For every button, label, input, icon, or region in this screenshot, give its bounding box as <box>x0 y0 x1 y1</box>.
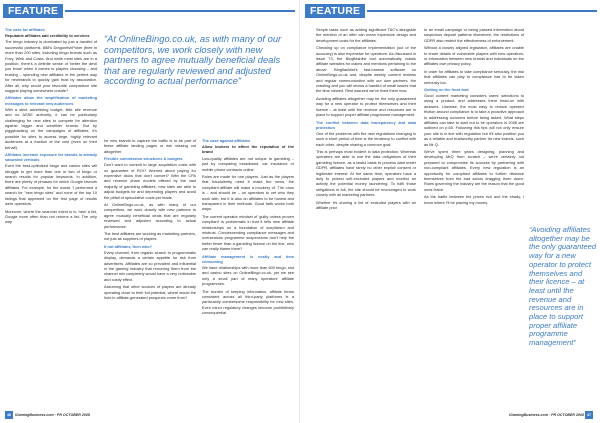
body-paragraph: We have relationships with more than 600 bingo, slot and casino sites on OnlineBingo.co.uk, yet we see only a small part of many operators' affiliate programmes. <box>202 264 294 287</box>
pull-quote: “At OnlineBingo.co.uk, as with many of our competitors, we work closely with new partners to agree mutually beneficial deals that are regularly reviewed and adjusted according to actual performance” <box>104 33 282 87</box>
footer-text: iGamingBusiness.com · PR OCTOBER 2008 <box>509 413 584 417</box>
subheading: Affiliates allow the amplification of marketing messages to relevant new audiences <box>5 95 97 106</box>
left-col-1 <box>5 27 97 405</box>
body-paragraph: With a strict advertising budget, little site revenue and no ASSE authority, it can be particularly challenging for new sites to compete for attention against bigger and wealthier brands. But by piggybacking on the campaigns of affiliates, it's possible for sites to access large, highly relevant audiences at a fraction of the cost (even on their behalf). <box>5 106 97 150</box>
body-paragraph: Assuming that other sources of players are already operating close to their full potential, where would the hole in affiliate-generated prospects come from? <box>104 284 196 300</box>
body-paragraph: Even the best-optimised bingo and casino sites will struggle to get more than one or two of bingo or search results for popular keywords. In addition, there are plenty of phrases for which Google favours affiliates. For example, for the words 'I performed a search for "new bingo sites" and none of the top 10 listings that appeared on the first page of results were operators. <box>5 163 97 207</box>
header-rule <box>367 10 597 12</box>
body-paragraph: for new brands to capture the traffic is to be part of these affiliate landing pages or risk missing out altogether. <box>104 138 196 154</box>
subheading: Affiliate management is costly and time consuming <box>202 253 294 265</box>
body-paragraph: Good content marketing considers users' selections to using a product, and addresses them head-on with answers. Likewise, the most easy to reduce operator friction around compliance is to take a proactive approach to addressing concerns before being asked. What steps affiliates can take to start out to be operators in 2008 are outlined on p.60. Following this tips will not only ensure your site is in line with regulation but it'll also position you as a reliable and trustworthy partner for new brands, such as Mr Q. <box>424 92 524 147</box>
body-paragraph: The best affiliates are working as marketing partners, not just as suppliers of players. <box>104 231 196 242</box>
body-paragraph: One of the problems with the new regulations changing is such a short period of time is the tendency to conflict with each other, despite sharing a common goal. <box>316 130 416 147</box>
left-col-3 <box>202 138 294 405</box>
body-paragraph: Checking up on compliance implementation (out of the accuracy) is also expensive for operators. As discussed in issue 73, the Bingflashlist tool automatically crawls affiliate websites for claims and mentions pertaining to the above. Bingflashlist's fast-browse software on OnlineBingo.co.uk and, despite weekly content reviews and regular communication with our own partners, the crawling and you will shows a handful of small issues that the time viewed. Rest assured we've fixed them now. <box>316 45 416 94</box>
lead-heading: Allow brokers to affect the reputation of the brand <box>202 143 294 155</box>
body-paragraph: The bingo industry is dominated by just a handful of successful platforms. 888's DragonfishPoker (their in more than 200 sites, including bingo brands such as Foxy, Wink and Costa. And while most sites are in a position, there's a definite sense of 'better the devil you know' when it comes to players choosing – and trusting – spending new affiliates in the perfect way for newbrands to quickly gain trust by association. After all, why would your favourite comparison site suggest playing somewhere unsafe? <box>5 39 97 93</box>
subheading: The case for affiliates <box>5 27 45 32</box>
subheading: If not affiliates, then who? <box>104 243 152 249</box>
page-number: 46 <box>7 413 11 417</box>
body-paragraph: The current operator mindset of 'guilty unless proven compliant' is problematic in that it tells new affiliate relationships on a foundation of scepticism and mistrust. Condescending compliance messages and overzealous programme suspensions don't help the better fewer than a gambling license on the line, who can really blame them? <box>202 213 294 252</box>
body-paragraph: Simple tasks such as adding significant T&C's alongside the mention of an offer can mean expensive design and development costs for the affiliates. <box>316 27 416 43</box>
right-page <box>300 0 600 423</box>
right-col-1 <box>316 27 416 405</box>
right-page-header <box>305 4 597 18</box>
body-paragraph: Without a closely aligned legislation, affiliates are unable to share details of vulnerable players with new operators, or information between new brands and individuals on the affiliates own privacy policy. <box>424 45 524 67</box>
subheading: Affiliates increase exposure for brands in already saturated verticals <box>5 151 97 163</box>
header-rule <box>65 10 295 12</box>
left-footer <box>5 411 297 419</box>
page-number: 47 <box>587 413 591 417</box>
body-paragraph: This is perhaps most evident in data protection. Whereas operators are able to use the data obligations of their gambling licence, as a lawful basis to process data under GDPR, affiliates have rarely no other explicit consent or legitimate interest. At the same time, operators have a duty to protect self-excluded players and monitor an activity the potential money laundering. To fulfil those obligations in full, the site should be encouraged to work closely with all marketing partners. <box>316 149 416 198</box>
body-paragraph: Moreover, where the searcher intent is to 'new' a list, Google more often than not returns a list. The only way <box>5 208 97 225</box>
feature-label: FEATURE <box>3 4 63 18</box>
left-page-header <box>3 4 295 18</box>
lead-heading: Reputable affiliates add credibility to services <box>5 32 90 38</box>
body-paragraph: At OnlineBingo.co.uk, as with many of our competitors, we work closely with new partners to agree mutually beneficial deals that are regularly reviewed and adjusted according to actual performance. <box>104 201 196 229</box>
body-paragraph: The burden of keeping information, affiliate terms consistent across all third-party platforms is a particularly cumbersome responsibility for new sites. Even minor regulatory changes become prohibitively consequential. <box>202 288 294 316</box>
body-paragraph: to an email campaign or being passed information about suspicious deposit patterns elsewhere, the restrictions of GDPR also restrict the effectiveness of enforcement. <box>424 27 524 43</box>
subheading: Flexible commission structures & budgets <box>104 156 183 162</box>
right-col-2 <box>424 27 524 405</box>
body-paragraph: We've spent three years designing, planning and developing MrQ from scratch – we're certainly not prepared to compromise its success by partnering with non-compliant affiliates. Every new regulation is an opportunity for compliant affiliates to further distance themselves from the bad actors dragging them down. Rules governing the industry are the reason that the good ones thrive. <box>424 149 524 192</box>
right-footer <box>470 411 595 419</box>
body-paragraph: Low-quality affiliates are not unique to gambling – just try comparing broadband, car insurance or mobile phone contracts online. <box>202 155 294 172</box>
pull-quote-right: “Avoiding affiliates altogether may be the only guaranteed way for a new operator to protect themselves and their licence – at least until the revenue and resources are in place to support proper affiliate programme management” <box>529 225 597 348</box>
feature-label: FEATURE <box>305 4 365 18</box>
body-paragraph: Don't want to commit to large acquisition costs with no guarantee of ROI? Worried about paying for expensive clicks that don't convert? With the CPA and revenue share models offered by the vast majority of gambling affiliates, new sites are able to adjust budgets for and depending players and avoid the pitfall of speculative costs per leads. <box>104 162 196 200</box>
body-paragraph: Every channel, from organic search to programmatic display, demands a certain appetite for risk from advertisers. Affiliates are so prevalent and influential in the gaming industry that removing them from the channel mix completely would have a very noticeable and costly effect. <box>104 249 196 282</box>
subheading: The case against affiliates <box>202 138 251 143</box>
subheading: Getting on the front foot <box>424 87 469 93</box>
body-paragraph: In order for affiliates to take compliance seriously, the risk that affiliates can play to compliance has to be taken seriously too. <box>424 68 524 85</box>
subheading: The conflict between data transparency and data protection <box>316 119 416 130</box>
footer-text: iGamingBusiness.com · PR OCTOBER 2008 <box>15 413 90 417</box>
body-paragraph: As the battle between the prices rich and the shady, I know where I'll be placing my money. <box>424 194 524 205</box>
left-col-2 <box>104 138 196 405</box>
body-paragraph: Whether it's sharing a list of excluded players with an affiliate prior <box>316 199 416 211</box>
body-paragraph: Avoiding affiliates altogether may be the only guaranteed way for a new operator to protect themselves and their licence – at least until the revenue and resources are in place to support proper affiliate programme management. <box>316 95 416 118</box>
body-paragraph: Rules are made for one players. Just as the players that fraudulently need it make the news, the compliant affiliate will make a mockery of. The onus is – and should be – on operators to vet who they work with, but it is also on affiliates to be honest and transparent in their methods. Good faith works both ways. <box>202 173 294 212</box>
